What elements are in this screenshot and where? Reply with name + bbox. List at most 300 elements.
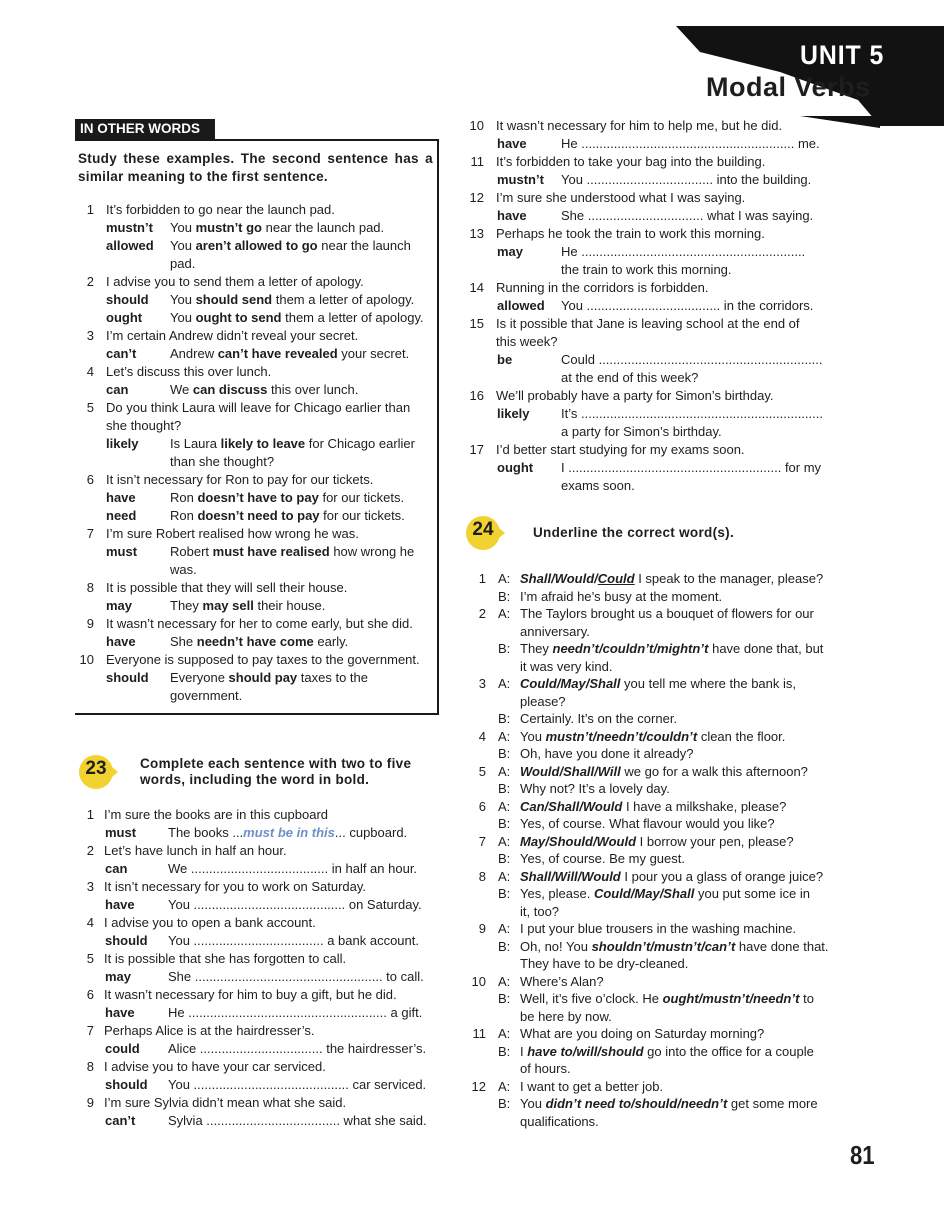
- text-segment: Yes, of course. What flavour would you like?: [520, 816, 775, 831]
- answer-line: [561, 297, 813, 315]
- answer-prefix: He ...........................................................: [561, 136, 795, 151]
- dialogue-line: [520, 1043, 814, 1061]
- rewritten-sentence: [170, 309, 424, 327]
- dialogue-line: [520, 640, 823, 658]
- dialogue-line: [520, 973, 604, 991]
- answer-prefix: He ..............................................................: [561, 244, 806, 259]
- speaker-label: B:: [498, 991, 511, 1006]
- speaker-label: A:: [498, 973, 511, 989]
- item-sentence: It is possible that they will sell their house.: [106, 580, 348, 595]
- text-segment: for our tickets.: [319, 508, 405, 523]
- text-segment: didn’t need to/should/needn’t: [545, 1096, 728, 1111]
- text-segment: Robert: [170, 544, 213, 559]
- answer-prefix: You .....................................: [561, 298, 721, 313]
- item-sentence: Is it possible that Jane is leaving school at the end of: [496, 316, 800, 331]
- text-segment: I borrow your pen, please?: [636, 833, 794, 849]
- text-segment: Oh, have you done it already?: [520, 746, 694, 761]
- dialogue-line: [520, 885, 810, 903]
- answer-line: [168, 896, 422, 914]
- item-number: 11: [470, 154, 484, 169]
- answer-prefix: Sylvia .....................................: [168, 1113, 340, 1128]
- answer-suffix: car serviced.: [348, 1077, 427, 1092]
- text-segment: needn’t have come: [196, 634, 314, 649]
- keyword: have: [105, 897, 135, 912]
- speaker-label: A:: [498, 1026, 511, 1041]
- answer-line: [561, 207, 813, 225]
- speaker-label: A:: [498, 676, 511, 691]
- dialogue-line: [520, 623, 590, 641]
- speaker-label: A:: [498, 1078, 511, 1094]
- keyword: may: [105, 969, 132, 984]
- text-segment: You: [170, 238, 196, 253]
- text-segment: Shall/Will/Would: [520, 868, 621, 884]
- keyword: may: [106, 598, 133, 613]
- text-segment: Why not? It’s a lovely day.: [520, 781, 670, 796]
- speaker-label: B:: [498, 851, 511, 866]
- text-segment: ought/mustn’t/needn’t: [662, 991, 800, 1006]
- text-segment: pad.: [170, 256, 196, 271]
- answer-suffix: on Saturday.: [345, 897, 422, 912]
- text-segment: May/Should/Would: [520, 833, 637, 849]
- rewritten-sentence: [170, 237, 411, 255]
- text-segment: You: [520, 1096, 546, 1111]
- text-segment: for Chicago earlier: [305, 436, 415, 451]
- item-number: 2: [478, 606, 486, 621]
- speaker-label: B:: [498, 588, 511, 604]
- dialogue-line: [520, 955, 688, 973]
- text-segment: taxes to the: [297, 670, 368, 685]
- text-segment: They: [170, 598, 203, 613]
- text-segment: have done that.: [735, 938, 829, 954]
- exercise-23-title-line-2: words, including the word in bold.: [140, 772, 370, 787]
- speaker-label: A:: [498, 763, 511, 779]
- item-number: 15: [469, 316, 484, 331]
- text-segment: have to/will/should: [527, 1043, 644, 1059]
- rewritten-sentence: [170, 507, 405, 525]
- text-segment: please?: [520, 693, 566, 709]
- item-number: 10: [471, 973, 486, 989]
- text-segment: Ron: [170, 508, 198, 523]
- dialogue-line: [520, 780, 670, 798]
- text-segment: Ron: [170, 490, 198, 505]
- item-sentence: It wasn’t necessary for him to help me, but he did.: [496, 118, 783, 133]
- item-sentence: It’s forbidden to take your bag into the building.: [496, 154, 766, 169]
- exercise-23-title-line-1: Complete each sentence with two to five: [140, 756, 412, 771]
- item-sentence: It isn’t necessary for Ron to pay for our tickets.: [106, 472, 374, 487]
- dialogue-line: [520, 903, 559, 921]
- item-sentence: Let’s discuss this over lunch.: [106, 364, 272, 379]
- text-segment: may sell: [202, 598, 254, 613]
- item-number: 4: [86, 915, 94, 930]
- answer-prefix: I ...........................................................: [561, 460, 782, 475]
- text-segment: near the launch: [317, 238, 411, 253]
- keyword: can: [105, 861, 128, 876]
- rewritten-sentence: [170, 291, 414, 309]
- answer-line: [561, 459, 821, 477]
- keyword: should: [106, 670, 149, 685]
- text-segment: ought to send: [195, 310, 282, 325]
- answer-suffix: what she said.: [339, 1113, 427, 1128]
- keyword: must: [106, 544, 138, 559]
- dialogue-line: [520, 675, 796, 693]
- keyword: have: [497, 136, 527, 151]
- rewritten-sentence: [170, 633, 348, 651]
- answer-line: [168, 1040, 426, 1058]
- text-segment: early.: [313, 634, 349, 649]
- text-segment: can’t have revealed: [217, 346, 338, 361]
- text-segment: You: [170, 292, 196, 307]
- rewritten-sentence: [170, 543, 414, 561]
- item-sentence: It wasn’t necessary for him to buy a gift, but he did.: [104, 987, 397, 1002]
- text-segment: be here by now.: [520, 1008, 612, 1024]
- dialogue-line: [520, 1113, 599, 1131]
- item-number: 1: [478, 571, 486, 586]
- text-segment: you put some ice in: [694, 886, 810, 901]
- answer-continuation: exams soon.: [561, 478, 635, 493]
- item-sentence: It is possible that she has forgotten to call.: [104, 951, 347, 966]
- keyword: mustn’t: [106, 220, 153, 235]
- keyword: have: [105, 1005, 135, 1020]
- item-number: 9: [86, 1095, 94, 1110]
- keyword: have: [106, 490, 136, 505]
- item-number: 17: [469, 442, 484, 457]
- unit-label: UNIT 5: [800, 40, 885, 70]
- item-number: 7: [86, 1023, 94, 1038]
- item-sentence: I’m sure Robert realised how wrong he was.: [106, 526, 359, 541]
- rewritten-sentence: [170, 561, 197, 579]
- answer-line: [168, 1112, 427, 1130]
- answer-line: [561, 171, 811, 189]
- dialogue-line: [520, 728, 785, 746]
- in-other-words-tag: IN OTHER WORDS: [75, 119, 215, 139]
- answer-prefix: You ...........................................: [168, 1077, 349, 1092]
- text-segment: should send: [195, 292, 273, 307]
- text-segment: Could/May/Shall: [593, 886, 695, 901]
- exercise-23-number: 23: [85, 758, 107, 779]
- answer-prefix: The books ...: [168, 825, 244, 840]
- text-segment: needn’t/couldn’t/mightn’t: [552, 641, 709, 656]
- text-segment: They: [520, 641, 553, 656]
- item-sentence: I’m sure she understood what I was saying.: [496, 190, 746, 205]
- text-segment: She: [170, 634, 197, 649]
- item-sentence: It’s forbidden to go near the launch pad.: [106, 202, 335, 217]
- speaker-label: A:: [498, 868, 511, 884]
- text-segment: You: [170, 310, 196, 325]
- item-sentence: Running in the corridors is forbidden.: [496, 280, 709, 295]
- dialogue-line: [520, 990, 814, 1008]
- answer-prefix: You ..........................................: [168, 897, 346, 912]
- text-segment: government.: [170, 688, 243, 703]
- dialogue-line: [520, 798, 786, 816]
- text-segment: was.: [170, 562, 197, 577]
- speaker-label: B:: [498, 886, 511, 901]
- speaker-label: B:: [498, 938, 511, 954]
- text-segment: likely to leave: [220, 436, 306, 451]
- dialogue-line: [520, 833, 794, 851]
- exercise-24-title: Underline the correct word(s).: [533, 525, 735, 540]
- keyword: could: [105, 1041, 140, 1056]
- answer-line: [168, 932, 419, 950]
- dialogue-line: [520, 1095, 818, 1113]
- item-sentence: I advise you to send them a letter of apology.: [106, 274, 364, 289]
- speaker-label: A:: [498, 833, 511, 849]
- text-segment: Could/May/Shall: [520, 676, 621, 691]
- answer-suffix: a bank account.: [323, 933, 419, 948]
- item-sentence: Do you think Laura will leave for Chicago earlier than: [106, 400, 411, 415]
- speaker-label: A:: [498, 728, 511, 744]
- answer-prefix: Could ..............................................................: [561, 352, 823, 367]
- item-number: 8: [478, 868, 486, 884]
- item-sentence: I’m sure the books are in this cupboard: [104, 807, 329, 822]
- text-segment: of hours.: [520, 1061, 571, 1076]
- keyword: ought: [497, 460, 534, 475]
- item-number: 1: [86, 202, 94, 217]
- text-segment: their house.: [253, 598, 326, 613]
- answer-suffix: what I was saying.: [703, 208, 814, 223]
- keyword: may: [497, 244, 524, 259]
- answer-suffix: me.: [794, 136, 820, 151]
- keyword: can’t: [106, 346, 137, 361]
- dialogue-line: [520, 1078, 663, 1096]
- rewritten-sentence: [170, 219, 384, 237]
- page-number: 81: [850, 1140, 875, 1170]
- rewritten-sentence: [170, 345, 409, 363]
- item-number: 14: [469, 280, 484, 295]
- dialogue-line: [520, 745, 693, 763]
- item-number: 11: [472, 1026, 486, 1041]
- text-segment: Certainly. It’s on the corner.: [520, 711, 678, 726]
- text-segment: What are you doing on Saturday morning?: [520, 1026, 765, 1041]
- keyword: should: [105, 1077, 148, 1092]
- item-sentence: It isn’t necessary for you to work on Saturday.: [104, 879, 367, 894]
- keyword: have: [497, 208, 527, 223]
- text-segment: mustn’t/needn’t/couldn’t: [545, 728, 698, 744]
- item-number: 12: [469, 190, 484, 205]
- item-number: 9: [86, 616, 94, 631]
- text-segment: your secret.: [337, 346, 410, 361]
- text-segment: Oh, no! You: [520, 938, 592, 954]
- rewritten-sentence: [170, 669, 368, 687]
- speaker-label: A:: [498, 921, 511, 936]
- answer-line: [168, 824, 407, 842]
- text-segment: Yes, please.: [520, 886, 594, 901]
- text-segment: Well, it’s five o’clock. He: [520, 991, 663, 1006]
- speaker-label: B:: [498, 1096, 511, 1111]
- keyword: can: [106, 382, 129, 397]
- item-number: 4: [86, 364, 94, 379]
- keyword: be: [497, 352, 513, 367]
- dialogue-line: [520, 710, 677, 728]
- item-number: 6: [478, 798, 486, 814]
- text-segment: should pay: [228, 670, 298, 685]
- keyword: should: [105, 933, 148, 948]
- dialogue-line: [520, 868, 823, 886]
- text-segment: it, too?: [520, 903, 560, 919]
- answer-line: [168, 1076, 426, 1094]
- text-segment: I put your blue trousers in the washing machine.: [520, 921, 797, 936]
- dialogue-line: [520, 763, 808, 781]
- answer-prefix: She ....................................................: [168, 969, 383, 984]
- text-segment: doesn’t need to pay: [197, 508, 320, 523]
- keyword: have: [106, 634, 136, 649]
- text-segment: shouldn’t/mustn’t/can’t: [591, 938, 736, 954]
- text-segment: it was very kind.: [520, 658, 613, 674]
- text-segment: aren’t allowed to go: [195, 238, 318, 253]
- text-segment: We: [170, 382, 193, 397]
- answer-prefix: You ....................................: [168, 933, 324, 948]
- item-number: 3: [86, 328, 94, 343]
- text-segment: get some more: [727, 1096, 818, 1111]
- keyword: allowed: [497, 298, 545, 313]
- answer-suffix: to call.: [382, 969, 424, 984]
- dialogue-line: [520, 658, 612, 676]
- item-sentence: Perhaps Alice is at the hairdresser’s.: [104, 1023, 315, 1038]
- text-segment: I: [520, 1043, 528, 1059]
- item-sentence: We’ll probably have a party for Simon’s birthday.: [496, 388, 774, 403]
- keyword: must: [105, 825, 137, 840]
- answer-line: [561, 405, 823, 423]
- item-number: 8: [86, 580, 94, 595]
- text-segment: doesn’t have to pay: [197, 490, 319, 505]
- keyword: should: [106, 292, 149, 307]
- text-segment: I’m afraid he’s busy at the moment.: [520, 588, 723, 604]
- item-number: 6: [86, 987, 94, 1002]
- item-number: 6: [86, 472, 94, 487]
- text-segment: The Taylors brought us a bouquet of flowers for our: [520, 606, 814, 621]
- dialogue-line: [520, 920, 796, 938]
- item-number: 9: [478, 921, 486, 936]
- rewritten-sentence: [170, 255, 195, 273]
- dialogue-line: [520, 1008, 612, 1026]
- answer-line: [561, 243, 805, 261]
- answer-line: [561, 351, 823, 369]
- rewritten-sentence: [170, 453, 274, 471]
- text-segment: I pour you a glass of orange juice?: [620, 868, 824, 884]
- item-sentence: It wasn’t necessary for her to come early, but she did.: [106, 616, 413, 631]
- item-number: 5: [478, 763, 486, 779]
- item-number: 12: [471, 1078, 486, 1094]
- text-segment: Everyone: [170, 670, 229, 685]
- text-segment: we go for a walk this afternoon?: [620, 763, 808, 779]
- answer-prefix: It’s ...................................................................: [561, 406, 823, 421]
- text-segment: Where’s Alan?: [520, 973, 604, 989]
- dialogue-line: [520, 815, 775, 833]
- text-segment: Would/Shall/Will: [520, 763, 621, 779]
- keyword: need: [106, 508, 137, 523]
- answer-suffix: a gift.: [386, 1005, 423, 1020]
- speaker-label: B:: [498, 711, 511, 726]
- rewritten-sentence: [170, 489, 404, 507]
- item-number: 8: [86, 1059, 94, 1074]
- item-sentence: she thought?: [106, 418, 182, 433]
- dialogue-line: [520, 938, 829, 956]
- text-segment: I speak to the manager, please?: [634, 571, 824, 586]
- answer-suffix: the hairdresser’s.: [322, 1041, 427, 1056]
- text-segment: clean the floor.: [697, 728, 786, 744]
- speaker-label: B:: [498, 746, 511, 761]
- text-segment: You: [170, 220, 196, 235]
- speaker-label: B:: [498, 1043, 511, 1059]
- text-segment: qualifications.: [520, 1113, 599, 1129]
- dialogue-line: [520, 605, 814, 623]
- example-answer: must be in this: [243, 825, 335, 840]
- item-number: 16: [469, 388, 484, 403]
- text-segment: Shall/Would/: [520, 571, 598, 586]
- answer-suffix: into the building.: [712, 172, 812, 187]
- answer-prefix: She ................................: [561, 208, 704, 223]
- text-segment: this over lunch.: [267, 382, 359, 397]
- answer-line: [561, 135, 820, 153]
- keyword: ought: [106, 310, 143, 325]
- text-segment: have done that, but: [708, 641, 824, 656]
- rewritten-sentence: [170, 687, 242, 705]
- answer-continuation: at the end of this week?: [561, 370, 699, 385]
- text-segment: You: [520, 728, 546, 744]
- text-segment: you tell me where the bank is,: [620, 676, 796, 691]
- answer-prefix: You ...................................: [561, 172, 713, 187]
- answer-suffix: for my: [781, 460, 822, 475]
- item-sentence: I advise you to have your car serviced.: [104, 1059, 326, 1074]
- keyword: mustn’t: [497, 172, 544, 187]
- speaker-label: A:: [498, 571, 511, 586]
- speaker-label: A:: [498, 606, 511, 621]
- keyword: likely: [497, 406, 530, 421]
- item-number: 13: [469, 226, 484, 241]
- item-number: 2: [86, 274, 94, 289]
- unit-title: Modal Verbs: [706, 72, 871, 102]
- dialogue-line: [520, 1025, 764, 1043]
- dialogue-line: [520, 693, 566, 711]
- item-number: 10: [469, 118, 484, 133]
- answer-prefix: Alice ..................................: [168, 1041, 323, 1056]
- answer-suffix: in the corridors.: [720, 298, 814, 313]
- rewritten-sentence: [170, 597, 325, 615]
- dialogue-line: [520, 570, 823, 588]
- item-number: 4: [478, 728, 486, 744]
- item-number: 3: [478, 676, 486, 691]
- answer-continuation: a party for Simon’s birthday.: [561, 424, 722, 439]
- item-sentence: I’m certain Andrew didn’t reveal your secret.: [106, 328, 359, 343]
- exercise-24-number: 24: [472, 519, 494, 540]
- item-number: 5: [86, 400, 94, 415]
- rewritten-sentence: [170, 381, 358, 399]
- item-number: 5: [86, 951, 94, 966]
- text-segment: to: [799, 991, 814, 1006]
- keyword: can’t: [105, 1113, 136, 1128]
- text-segment: They have to be dry-cleaned.: [520, 956, 689, 971]
- answer-line: [168, 1004, 422, 1022]
- text-segment: Yes, of course. Be my guest.: [520, 851, 685, 866]
- speaker-label: B:: [498, 781, 511, 796]
- text-segment: Is Laura: [170, 436, 221, 451]
- item-sentence: I’m sure Sylvia didn’t mean what she said.: [104, 1095, 347, 1110]
- item-sentence: Perhaps he took the train to work this morning.: [496, 226, 765, 241]
- text-segment: mustn’t go: [195, 220, 262, 235]
- item-sentence: I’d better start studying for my exams soon.: [496, 442, 745, 457]
- speaker-label: B:: [498, 816, 511, 831]
- text-segment: them a letter of apology.: [281, 310, 424, 325]
- item-number: 1: [86, 807, 94, 822]
- answer-line: [168, 968, 424, 986]
- speaker-label: B:: [498, 641, 511, 656]
- text-segment: anniversary.: [520, 623, 590, 639]
- answer-suffix: in half an hour.: [328, 861, 418, 876]
- answer-continuation: the train to work this morning.: [561, 262, 732, 277]
- keyword: likely: [106, 436, 139, 451]
- text-segment: how wrong he: [329, 544, 415, 559]
- answer-prefix: We ......................................: [168, 861, 329, 876]
- item-number: 10: [79, 652, 94, 667]
